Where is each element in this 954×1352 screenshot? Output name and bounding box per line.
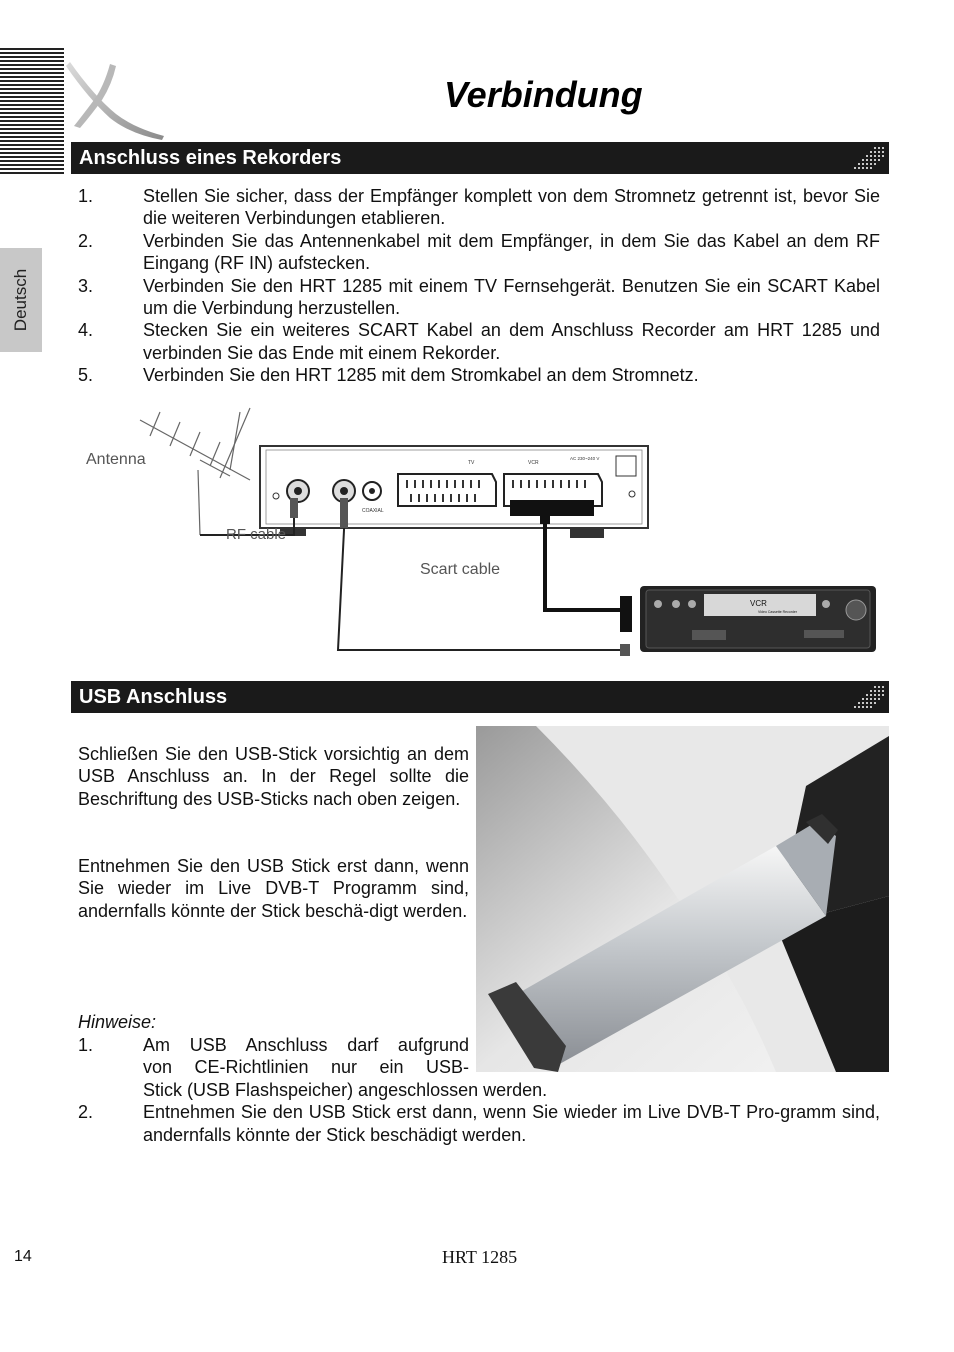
language-tab-label: Deutsch bbox=[11, 268, 30, 332]
page-title: Verbindung bbox=[444, 74, 643, 115]
list-item bbox=[78, 185, 880, 230]
list-text: Stecken Sie ein weiteres SCART Kabel an dem Anschluss Recorder am HRT 1285 und verbinden Sie das Ende mit einem Rekorder. bbox=[143, 320, 880, 363]
language-tab bbox=[0, 248, 42, 352]
section-heading-text: Anschluss eines Rekorders bbox=[79, 147, 342, 169]
list-text: Am USB Anschluss darf aufgrund bbox=[143, 1035, 469, 1055]
power-label: AC 230~240 V bbox=[570, 456, 600, 461]
list-item bbox=[78, 230, 880, 275]
list-text: Entnehmen Sie den USB Stick erst dann, wenn Sie wieder im Live DVB-T Pro-gramm sind, andernfalls könnte der Stick beschädigt werden. bbox=[143, 1102, 880, 1145]
dot-pattern-icon bbox=[853, 684, 887, 710]
usb-paragraph-2: Entnehmen Sie den USB Stick erst dann, wenn Sie wieder im Live DVB-T Programm sind, andernfalls könnte der Stick beschä-digt werden. bbox=[78, 856, 469, 921]
list-text: Verbinden Sie den HRT 1285 mit dem Stromkabel an dem Stromnetz. bbox=[143, 365, 699, 386]
antenna-label: Antenna bbox=[86, 451, 146, 468]
scart-cable-label: Scart cable bbox=[420, 561, 501, 578]
list-item bbox=[78, 1034, 880, 1101]
brand-logo bbox=[64, 56, 168, 140]
list-item bbox=[78, 1101, 880, 1146]
usb-paragraph-1: Schließen Sie den USB-Stick vorsichtig an dem USB Anschluss an. In der Regel sollte die Beschriftung des USB-Sticks nach oben zeigen. bbox=[78, 744, 469, 809]
rf-cable-label: RF cable bbox=[226, 526, 287, 543]
vcr-device bbox=[620, 586, 876, 656]
section-heading-usb bbox=[71, 681, 889, 713]
recorder-steps-list bbox=[78, 185, 880, 387]
list-text: von CE-Richtlinien nur ein USB- bbox=[143, 1057, 469, 1078]
section-heading-text: USB Anschluss bbox=[79, 686, 228, 708]
list-number: 3. bbox=[78, 275, 94, 296]
tv-port-label: TV bbox=[468, 460, 475, 466]
receiver-device bbox=[260, 446, 648, 538]
list-number: 2. bbox=[78, 1102, 94, 1123]
rf-connector bbox=[290, 498, 298, 518]
list-text: Stellen Sie sicher, dass der Empfänger komplett von dem Stromnetz getrennt ist, bevor Sie die weiteren Verbindungen etablieren. bbox=[143, 186, 880, 229]
list-text: Stick (USB Flashspeicher) angeschlossen werden. bbox=[143, 1079, 548, 1100]
list-item bbox=[78, 275, 880, 320]
notes-list bbox=[78, 1034, 880, 1146]
usb-stick-photo bbox=[476, 726, 889, 1072]
antenna-icon bbox=[140, 408, 250, 535]
list-number: 1. bbox=[78, 186, 94, 206]
coaxial-label: COAXIAL bbox=[362, 508, 384, 514]
list-number: 2. bbox=[78, 230, 94, 251]
list-text: Verbinden Sie den HRT 1285 mit einem TV Fernsehgerät. Benutzen Sie ein SCART Kabel um die Verbindung herzustellen. bbox=[143, 275, 880, 319]
dot-pattern-icon bbox=[853, 145, 887, 171]
list-number: 1. bbox=[78, 1035, 94, 1055]
notes-title: Hinweise: bbox=[78, 1012, 157, 1032]
vcr-port-label: VCR bbox=[528, 460, 539, 466]
page-number: 14 bbox=[14, 1248, 32, 1265]
vcr-device-label: VCR bbox=[750, 599, 767, 608]
list-text: Verbinden Sie das Antennenkabel mit dem Empfänger, in dem Sie das Kabel an dem RF Eingang (RF IN) aufstecken. bbox=[143, 230, 880, 274]
list-number: 4. bbox=[78, 320, 94, 341]
decorative-stripes bbox=[0, 48, 64, 176]
vcr-subtitle: Video Cassette Recorder bbox=[758, 610, 798, 614]
list-number: 5. bbox=[78, 365, 94, 386]
footer-model: HRT 1285 bbox=[442, 1247, 518, 1267]
rf-connector bbox=[340, 498, 348, 528]
connection-diagram bbox=[80, 400, 880, 662]
list-item bbox=[78, 364, 880, 386]
section-heading-recorder bbox=[71, 142, 889, 174]
list-item bbox=[78, 319, 880, 364]
